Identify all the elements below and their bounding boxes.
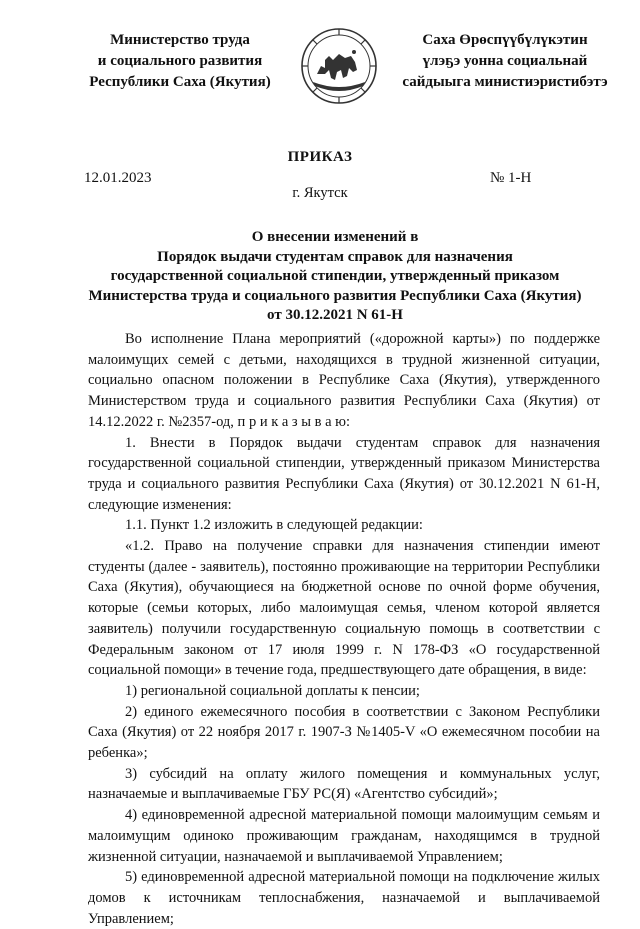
coat-of-arms-icon — [299, 26, 379, 106]
list-item: 2) единого ежемесячного пособия в соответствии с Законом Республики Саха (Якутия) от 22 ноября 2017 г. 1907-З №1405-V «О ежемесячном пособии на ребенка»; — [88, 703, 600, 762]
header-right-line: сайдыыга министиэристибэтэ — [402, 74, 608, 90]
ministry-name-yakut — [390, 30, 620, 93]
order-subject — [60, 228, 610, 326]
clause-paragraph: 1. Внести в Порядок выдачи студентам справок для назначения государственной социальной стипендии, утвержденный приказом Министерства труда и социального развития Республики Саха (Якутия) от 30.12.2021 N 61-Н, следующие изменения: — [88, 434, 600, 513]
header-left-line: Республики Саха (Якутия) — [89, 74, 271, 90]
header-left-line: Министерство труда — [110, 32, 250, 48]
list-item: 1) региональной социальной доплаты к пенсии; — [125, 682, 420, 699]
list-item: 4) единовременной адресной материальной помощи малоимущим семьям и малоимущим одиноко проживающим гражданам, находящимся в трудной жизненной ситуации, назначаемой и выплачиваемой Управлением; — [88, 807, 600, 865]
subject-line: Министерства труда и социального развития Республики Саха (Якутия) — [88, 287, 582, 304]
document-title: ПРИКАЗ — [287, 149, 353, 165]
order-date: 12.01.2023 — [84, 170, 152, 186]
ministry-name-russian — [70, 30, 290, 93]
clause-paragraph: «1.2. Право на получение справки для назначения стипендии имеют студенты (далее - заявитель), постоянно проживающие на территории Республики Саха (Якутия), обучающиеся на бюджетной основе по очной форме обучения, которые (семьи которых, либо малоимущая семья, членом которой является заявитель) получили государственную социальную помощь в соответствии с Федеральным законом от 17 июля 1999 г. N 178-ФЗ «О государственной социальной помощи» в течение года, предшествующего дате обращения, в виде: — [88, 538, 600, 679]
clause-paragraph: 1.1. Пункт 1.2 изложить в следующей редакции: — [125, 517, 423, 534]
subject-line: О внесении изменений в — [251, 229, 419, 245]
header-left-line: и социального развития — [97, 53, 263, 69]
order-city: г. Якутск — [292, 185, 348, 201]
order-number: № 1-Н — [490, 170, 532, 186]
subject-line: от 30.12.2021 N 61-Н — [267, 307, 403, 323]
preamble-paragraph: Во исполнение Плана мероприятий («дорожной карты») по поддержке малоимущих семей с детьми, находящихся в трудной жизненной ситуации, социально опасном положении в Республике Саха (Якутия), утвержденного Министерством труда и социального развития Республики Саха (Якутия) от 14.12.2022 г. №2357-од, п р и к а з ы в а ю: — [88, 331, 600, 430]
list-item: 3) субсидий на оплату жилого помещения и коммунальных услуг, назначаемые и выплачиваемые ГБУ РС(Я) «Агентство субсидий»; — [88, 765, 600, 803]
header-right-line: Саха Өрөспүүбүлүкэтин — [422, 32, 588, 48]
header-right-line: үлэҕэ уонна социальнай — [422, 53, 588, 69]
order-body — [88, 329, 600, 929]
subject-line: Порядок выдачи студентам справок для назначения — [157, 248, 513, 265]
subject-line: государственной социальной стипендии, утвержденный приказом — [110, 268, 560, 284]
list-item: 5) единовременной адресной материальной помощи на подключение жилых домов к источникам теплоснабжения, назначаемой и выплачиваемой Управлением; — [88, 869, 600, 927]
